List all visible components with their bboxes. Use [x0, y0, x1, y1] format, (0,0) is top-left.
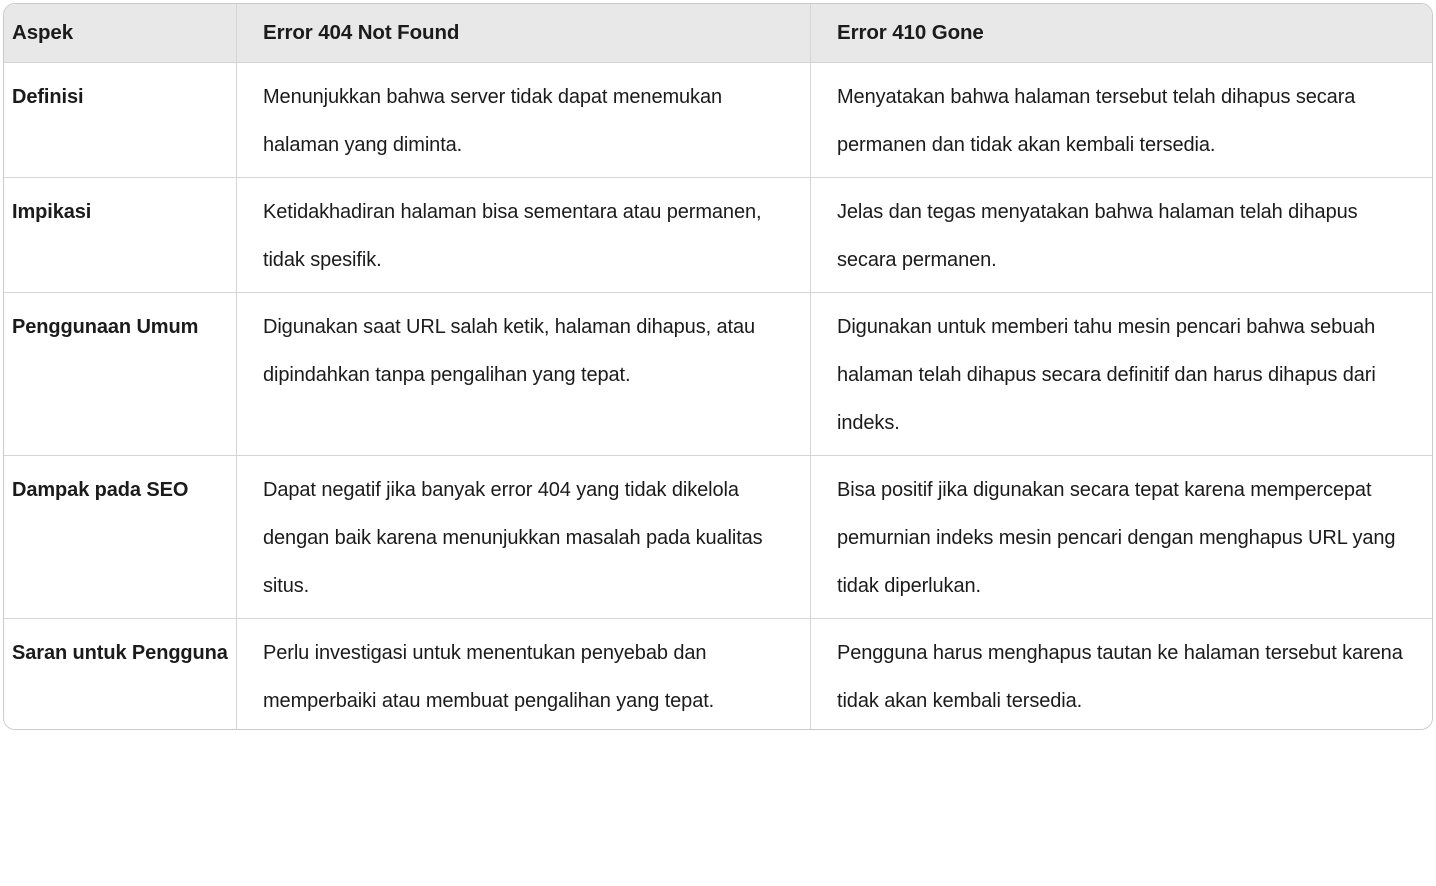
table-row-penggunaan-umum	[4, 293, 1432, 456]
cell-error-410: Pengguna harus menghapus tautan ke halaman tersebut karena tidak akan kembali tersedia.	[811, 619, 1432, 729]
table-row-impikasi	[4, 178, 1432, 293]
column-header-error-410: Error 410 Gone	[811, 4, 1432, 63]
cell-error-404: Perlu investigasi untuk menentukan penyebab dan memperbaiki atau membuat pengalihan yang tepat.	[237, 619, 811, 729]
cell-error-410: Jelas dan tegas menyatakan bahwa halaman telah dihapus secara permanen.	[811, 178, 1432, 293]
comparison-table	[3, 3, 1433, 730]
table-row-dampak-pada-seo	[4, 456, 1432, 619]
header-row	[4, 4, 1432, 63]
cell-error-410: Bisa positif jika digunakan secara tepat karena mempercepat pemurnian indeks mesin pencari dengan menghapus URL yang tidak diperlukan.	[811, 456, 1432, 619]
column-header-aspek: Aspek	[4, 4, 237, 63]
table-row-saran-untuk-pengguna	[4, 619, 1432, 729]
aspect-label: Saran untuk Pengguna	[4, 619, 237, 729]
table-row-definisi	[4, 63, 1432, 178]
cell-error-404: Ketidakhadiran halaman bisa sementara atau permanen, tidak spesifik.	[237, 178, 811, 293]
column-header-error-404: Error 404 Not Found	[237, 4, 811, 63]
cell-error-404: Dapat negatif jika banyak error 404 yang tidak dikelola dengan baik karena menunjukkan masalah pada kualitas situs.	[237, 456, 811, 619]
cell-error-410: Digunakan untuk memberi tahu mesin pencari bahwa sebuah halaman telah dihapus secara definitif dan harus dihapus dari indeks.	[811, 293, 1432, 456]
error-comparison-table	[4, 4, 1432, 729]
aspect-label: Penggunaan Umum	[4, 293, 237, 456]
cell-error-404: Digunakan saat URL salah ketik, halaman dihapus, atau dipindahkan tanpa pengalihan yang tepat.	[237, 293, 811, 456]
cell-error-404: Menunjukkan bahwa server tidak dapat menemukan halaman yang diminta.	[237, 63, 811, 178]
aspect-label: Impikasi	[4, 178, 237, 293]
aspect-label: Definisi	[4, 63, 237, 178]
cell-error-410: Menyatakan bahwa halaman tersebut telah dihapus secara permanen dan tidak akan kembali tersedia.	[811, 63, 1432, 178]
aspect-label: Dampak pada SEO	[4, 456, 237, 619]
